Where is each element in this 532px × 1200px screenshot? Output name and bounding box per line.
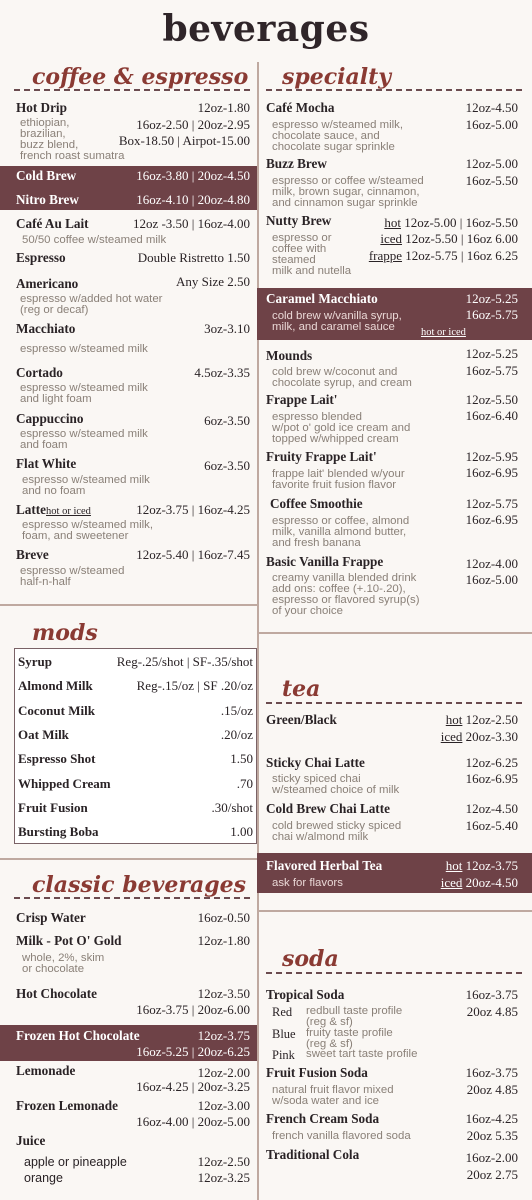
breve-desc: espresso w/steamed half-n-half xyxy=(20,565,125,588)
section-divider-tea xyxy=(257,632,532,634)
nutty-frappe-label: frappe xyxy=(368,248,403,263)
cafe-mocha-price: 12oz-4.50 xyxy=(465,100,518,115)
hot-chocolate-price-2: 16oz-3.75 | 20oz-6.00 xyxy=(136,1002,250,1017)
fruity-frappe-price: 12oz-5.95 xyxy=(465,449,518,464)
column-divider xyxy=(257,62,259,1200)
lemonade-price-2: 16oz-4.25 | 20oz-3.25 xyxy=(136,1079,250,1094)
sticky-chai-price-2: 16oz-6.95 xyxy=(465,771,518,786)
nitro-brew-name: Nitro Brew xyxy=(16,192,79,207)
cortado-price: 4.5oz-3.35 xyxy=(194,365,250,380)
herbal-iced-label: iced xyxy=(440,875,463,890)
frappe-lait-name: Frappe Lait' xyxy=(266,392,338,407)
cafe-mocha-price-2: 16oz-5.00 xyxy=(465,117,518,132)
flat-white-price: 6oz-3.50 xyxy=(204,458,250,473)
latte-label: Latte xyxy=(16,502,47,517)
section-divider-mods xyxy=(0,604,257,606)
tropical-pink-label: Pink xyxy=(272,1048,295,1062)
juice-price-1: 12oz-2.50 xyxy=(197,1154,250,1169)
frappe-lait-price: 12oz-5.50 xyxy=(465,392,518,407)
traditional-cola-price: 16oz-2.00 xyxy=(465,1150,518,1165)
fruit-fusion-soda-price: 16oz-3.75 xyxy=(465,1065,518,1080)
vanilla-frappe-price-2: 16oz-5.00 xyxy=(465,572,518,587)
tropical-red-desc: redbull taste profile (reg & sf) xyxy=(306,1005,403,1028)
mod-name: Espresso Shot xyxy=(18,751,96,767)
nutty-brew-frappe xyxy=(369,249,518,263)
mod-price: .15/oz xyxy=(220,702,253,718)
tropical-soda-name: Tropical Soda xyxy=(266,987,345,1002)
juice-option-1: apple or pineapple xyxy=(24,1155,127,1169)
heading-rule xyxy=(14,89,250,91)
hot-drip-price-2: 16oz-2.50 | 20oz-2.95 xyxy=(136,117,250,132)
caramel-macchiato-note: hot or iced xyxy=(421,327,466,338)
mods-row xyxy=(15,798,256,816)
vanilla-frappe-name: Basic Vanilla Frappe xyxy=(266,554,384,569)
coffee-smoothie-name: Coffee Smoothie xyxy=(270,496,363,511)
buzz-brew-name: Buzz Brew xyxy=(266,156,327,171)
tropical-blue-label: Blue xyxy=(272,1027,296,1041)
frozen-hot-chocolate-price-2: 16oz-5.25 | 20oz-6.25 xyxy=(136,1044,250,1059)
milk-desc: whole, 2%, skim or chocolate xyxy=(22,952,105,975)
frozen-lemonade-price: 12oz-3.00 xyxy=(197,1098,250,1113)
caramel-macchiato-price-2: 16oz-5.75 xyxy=(465,307,518,322)
section-divider-classic xyxy=(0,858,257,860)
macchiato-desc: espresso w/steamed milk xyxy=(20,343,148,355)
cold-brew-chai-desc: cold brewed sticky spiced chai w/almond milk xyxy=(272,820,402,843)
frozen-hot-chocolate-name: Frozen Hot Chocolate xyxy=(16,1028,140,1043)
lemonade-price: 12oz-2.00 xyxy=(197,1065,250,1080)
herbal-tea-iced xyxy=(441,876,518,890)
mod-price: .70 xyxy=(236,775,253,791)
section-heading-soda: soda xyxy=(282,946,339,972)
mods-row xyxy=(15,676,256,694)
tropical-soda-price-2: 20oz 4.85 xyxy=(466,1004,518,1019)
cafe-au-lait-desc: 50/50 coffee w/steamed milk xyxy=(22,234,167,246)
green-iced-price: 20oz-3.30 xyxy=(465,729,518,744)
coffee-smoothie-desc: espresso or coffee, almond milk, vanilla almond butter, and fresh banana xyxy=(272,515,410,549)
mod-price: Reg-.15/oz | SF .20/oz xyxy=(136,678,253,694)
herbal-hot-label: hot xyxy=(445,858,463,873)
mounds-name: Mounds xyxy=(266,348,313,363)
sticky-chai-price: 12oz-6.25 xyxy=(465,755,518,770)
breve-name: Breve xyxy=(16,547,49,562)
latte-desc: espresso w/steamed milk, foam, and sweetener xyxy=(22,519,154,542)
caramel-macchiato-name: Caramel Macchiato xyxy=(266,291,378,306)
traditional-cola-price-2: 20oz 2.75 xyxy=(466,1167,518,1182)
nutty-brew-desc: espresso or coffee with steamed milk and nutella xyxy=(272,232,352,277)
frozen-lemonade-name: Frozen Lemonade xyxy=(16,1098,118,1113)
mod-price: Reg-.25/shot | SF-.35/shot xyxy=(116,654,253,669)
nutty-hot-label: hot xyxy=(384,215,401,230)
fruit-fusion-soda-price-2: 20oz 4.85 xyxy=(466,1082,518,1097)
latte-name xyxy=(16,503,91,519)
section-heading-mods: mods xyxy=(32,620,98,646)
green-iced-label: iced xyxy=(440,729,463,744)
frappe-lait-price-2: 16oz-6.40 xyxy=(465,408,518,423)
hot-drip-price: 12oz-1.80 xyxy=(197,100,250,115)
fruity-frappe-desc: frappe lait' blended w/your favorite fruit fusion flavor xyxy=(272,468,405,491)
frozen-lemonade-price-2: 16oz-4.00 | 20oz-5.00 xyxy=(136,1114,250,1129)
traditional-cola-name: Traditional Cola xyxy=(266,1147,360,1162)
herbal-hot-price: 12oz-3.75 xyxy=(465,858,518,873)
mod-name: Fruit Fusion xyxy=(18,799,88,815)
mounds-price-2: 16oz-5.75 xyxy=(465,363,518,378)
tropical-soda-price: 16oz-3.75 xyxy=(465,987,518,1002)
section-heading-coffee: coffee & espresso xyxy=(32,64,249,90)
sticky-chai-name: Sticky Chai Latte xyxy=(266,755,365,770)
buzz-brew-price-2: 16oz-5.50 xyxy=(465,173,518,188)
milk-price: 12oz-1.80 xyxy=(197,933,250,948)
hot-chocolate-name: Hot Chocolate xyxy=(16,986,97,1001)
cafe-mocha-desc: espresso w/steamed milk, chocolate sauce, and chocolate sugar sprinkle xyxy=(272,119,404,153)
green-hot-label: hot xyxy=(445,712,463,727)
herbal-tea-hot xyxy=(446,859,518,873)
coffee-smoothie-price: 12oz-5.75 xyxy=(465,496,518,511)
juice-price-2: 12oz-3.25 xyxy=(197,1170,250,1185)
green-black-name: Green/Black xyxy=(266,712,337,727)
lemonade-name: Lemonade xyxy=(16,1063,76,1078)
mod-name: Oat Milk xyxy=(18,726,69,742)
cafe-au-lait-name: Café Au Lait xyxy=(16,216,89,231)
section-heading-classic: classic beverages xyxy=(32,872,246,898)
green-hot-price: 12oz-2.50 xyxy=(465,712,518,727)
green-black-hot xyxy=(446,713,518,727)
section-heading-tea: tea xyxy=(282,676,321,702)
herbal-tea-name: Flavored Herbal Tea xyxy=(266,858,383,873)
nutty-iced-label: iced xyxy=(380,231,403,246)
mod-name: Coconut Milk xyxy=(18,702,95,718)
buzz-brew-desc: espresso or coffee w/steamed milk, brown sugar, cinnamon, and cinnamon sugar sprinkle xyxy=(272,175,424,209)
mod-price: 1.50 xyxy=(230,751,253,767)
mods-row xyxy=(15,652,256,670)
caramel-macchiato-desc: cold brew w/vanilla syrup, milk, and caramel sauce xyxy=(272,310,402,333)
herbal-iced-price: 20oz-4.50 xyxy=(465,875,518,890)
cafe-au-lait-price: 12oz -3.50 | 16oz-4.00 xyxy=(132,216,250,231)
fruity-frappe-price-2: 16oz-6.95 xyxy=(465,465,518,480)
crisp-water-name: Crisp Water xyxy=(16,910,86,925)
green-black-iced xyxy=(441,730,518,744)
hot-drip-desc: ethiopian, brazilian, buzz blend, french roast sumatra xyxy=(20,117,125,162)
mods-row xyxy=(15,774,256,792)
vanilla-frappe-price: 12oz-4.00 xyxy=(465,556,518,571)
espresso-name: Espresso xyxy=(16,250,66,265)
cappuccino-desc: espresso w/steamed milk and foam xyxy=(20,428,148,451)
cold-brew-chai-price: 12oz-4.50 xyxy=(465,801,518,816)
fruit-fusion-soda-name: Fruit Fusion Soda xyxy=(266,1065,368,1080)
macchiato-price: 3oz-3.10 xyxy=(204,321,250,336)
juice-name: Juice xyxy=(16,1133,46,1148)
breve-price: 12oz-5.40 | 16oz-7.45 xyxy=(136,547,250,562)
flat-white-name: Flat White xyxy=(16,456,77,471)
cortado-name: Cortado xyxy=(16,365,63,380)
tropical-blue-desc: fruity taste profile (reg & sf) xyxy=(306,1027,393,1050)
buzz-brew-price: 12oz-5.00 xyxy=(465,156,518,171)
mod-price: .20/oz xyxy=(220,726,253,742)
hot-drip-name: Hot Drip xyxy=(16,100,67,115)
frozen-hot-chocolate-price: 12oz-3.75 xyxy=(197,1028,250,1043)
hot-chocolate-price: 12oz-3.50 xyxy=(197,986,250,1001)
heading-rule xyxy=(266,89,522,91)
macchiato-name: Macchiato xyxy=(16,321,76,336)
french-cream-soda-price: 16oz-4.25 xyxy=(465,1111,518,1126)
hot-drip-price-3: Box-18.50 | Airpot-15.00 xyxy=(118,133,250,148)
heading-rule xyxy=(266,702,522,704)
cold-brew-chai-name: Cold Brew Chai Latte xyxy=(266,801,390,816)
section-heading-specialty: specialty xyxy=(282,64,392,90)
cold-brew-price: 16oz-3.80 | 20oz-4.50 xyxy=(136,168,250,183)
tropical-red-label: Red xyxy=(272,1005,293,1019)
crisp-water-price: 16oz-0.50 xyxy=(197,910,250,925)
french-cream-soda-price-2: 20oz 5.35 xyxy=(466,1128,518,1143)
tropical-pink-desc: sweet tart taste profile xyxy=(306,1048,418,1060)
frappe-lait-desc: espresso blended w/pot o' gold ice cream and topped w/whipped cream xyxy=(272,411,411,445)
americano-price: Any Size 2.50 xyxy=(175,274,250,289)
nutty-brew-name: Nutty Brew xyxy=(266,213,332,228)
mounds-desc: cold brew w/coconut and chocolate syrup, and cream xyxy=(272,366,412,389)
caramel-macchiato-price: 12oz-5.25 xyxy=(465,291,518,306)
vanilla-frappe-desc: creamy vanilla blended drink add ons: coffee (+.10-.20), espresso or flavored syrup(s) of your choice xyxy=(272,572,420,617)
section-divider-soda xyxy=(257,910,532,912)
mod-name: Bursting Boba xyxy=(18,824,99,840)
cappuccino-name: Cappuccino xyxy=(16,411,84,426)
americano-name: Americano xyxy=(16,276,79,291)
mods-row xyxy=(15,725,256,743)
nutty-hot-price: 12oz-5.00 | 16oz-5.50 xyxy=(404,215,518,230)
mounds-price: 12oz-5.25 xyxy=(465,346,518,361)
coffee-smoothie-price-2: 16oz-6.95 xyxy=(465,512,518,527)
french-cream-soda-desc: french vanilla flavored soda xyxy=(272,1130,411,1142)
latte-price: 12oz-3.75 | 16oz-4.25 xyxy=(136,502,250,517)
nutty-frappe-price: 12oz-5.75 | 16oz 6.25 xyxy=(405,248,518,263)
heading-rule xyxy=(266,972,522,974)
nutty-brew-hot xyxy=(384,216,518,230)
mod-name: Syrup xyxy=(18,654,52,669)
nutty-brew-iced xyxy=(380,232,518,246)
latte-note: hot or iced xyxy=(46,506,91,517)
sticky-chai-desc: sticky spiced chai w/steamed choice of milk xyxy=(272,773,400,796)
page-title: beverages xyxy=(162,8,370,50)
cold-brew-name: Cold Brew xyxy=(16,168,77,183)
juice-option-2: orange xyxy=(24,1171,63,1185)
mod-name: Whipped Cream xyxy=(18,775,111,791)
mods-row xyxy=(15,701,256,719)
espresso-price: Double Ristretto 1.50 xyxy=(137,250,250,265)
nutty-iced-price: 12oz-5.50 | 16oz 6.00 xyxy=(405,231,518,246)
cappuccino-price: 6oz-3.50 xyxy=(204,413,250,428)
fruity-frappe-name: Fruity Frappe Lait' xyxy=(266,449,377,464)
cortado-desc: espresso w/steamed milk and light foam xyxy=(20,382,148,405)
herbal-tea-desc: ask for flavors xyxy=(272,877,343,889)
mod-price: .30/shot xyxy=(211,799,253,815)
mods-table xyxy=(14,648,257,844)
french-cream-soda-name: French Cream Soda xyxy=(266,1111,380,1126)
mods-row xyxy=(15,822,256,840)
mods-row xyxy=(15,749,256,767)
nitro-brew-price: 16oz-4.10 | 20oz-4.80 xyxy=(136,192,250,207)
heading-rule xyxy=(14,897,250,899)
mod-name: Almond Milk xyxy=(18,678,93,694)
fruit-fusion-soda-desc: natural fruit flavor mixed w/soda water and ice xyxy=(272,1084,394,1107)
cafe-mocha-name: Café Mocha xyxy=(266,100,335,115)
cold-brew-chai-price-2: 16oz-5.40 xyxy=(465,818,518,833)
milk-name: Milk - Pot O' Gold xyxy=(16,933,122,948)
mod-price: 1.00 xyxy=(230,824,253,840)
flat-white-desc: espresso w/steamed milk and no foam xyxy=(22,474,150,497)
americano-desc: espresso w/added hot water (reg or decaf) xyxy=(20,293,163,316)
